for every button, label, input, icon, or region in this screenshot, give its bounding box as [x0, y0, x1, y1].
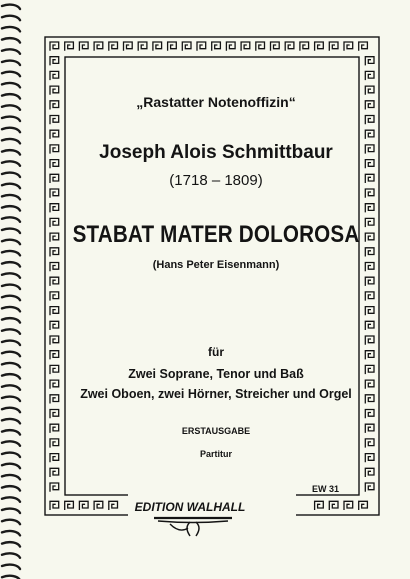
publisher-name: EDITION WALHALL — [134, 500, 246, 514]
spiral-binding-icon — [0, 0, 22, 579]
score-format: Partitur — [199, 449, 232, 459]
editor-name: (Hans Peter Eisenmann) — [152, 259, 280, 271]
composer-dates: (1718 – 1809) — [169, 172, 263, 189]
waiter-tray-logo-icon — [150, 514, 236, 538]
edition-type: ERSTAUSGABE — [181, 426, 251, 436]
scoring-label: für — [208, 345, 224, 359]
scoring-instruments: Zwei Oboen, zwei Hörner, Streicher und Orgel — [80, 387, 352, 401]
series-name: „Rastatter Notenoffizin“ — [136, 94, 296, 110]
catalog-number: EW 31 — [312, 484, 340, 494]
scoring-voices: Zwei Soprane, Tenor und Baß — [128, 367, 304, 381]
composer-name: Joseph Alois Schmittbaur — [99, 142, 333, 163]
work-title: STABAT MATER DOLOROSA — [72, 221, 360, 248]
cover-text — [22, 0, 410, 579]
